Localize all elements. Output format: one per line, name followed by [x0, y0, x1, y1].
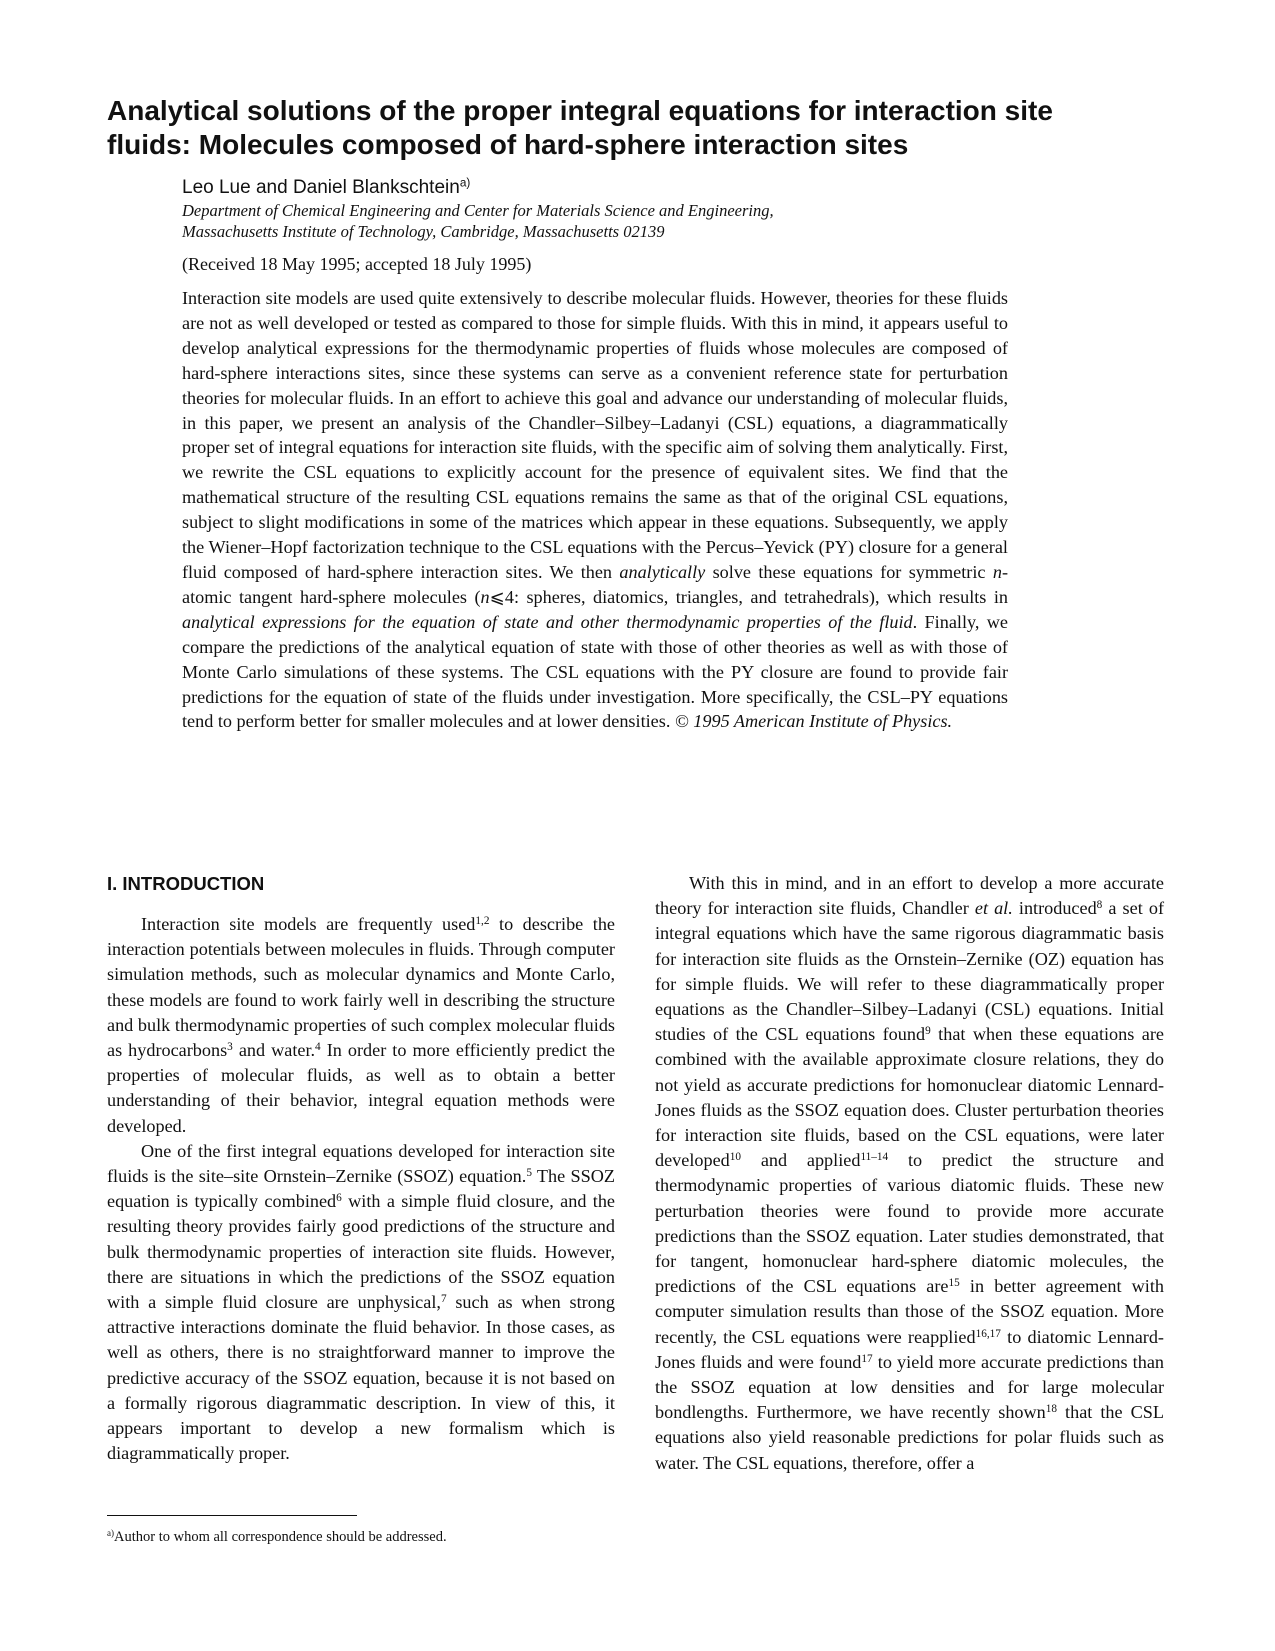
citation-ref: 1,2 [475, 914, 490, 927]
citation-ref: 17 [861, 1352, 873, 1365]
abstract-emphasis: analytically [619, 561, 706, 582]
abstract-text: solve these equations for symmetric [705, 561, 993, 582]
abstract-text: Interaction site models are used quite extensively to describe molecular fluids. However, theories for these fluids are not as well developed or tested as compared to those for simple fluids. With this in mind, it appears useful to develop analytical expressions for the thermodynamic properties of fluids whose molecules are composed of hard-sphere interactions sites, since these systems can serve as a convenient reference state for perturbation theories for molecular fluids. In an effort to achieve this goal and advance our understanding of molecular fluids, in this paper, we present an analysis of the Chandler–Silbey–Ladanyi (CSL) equations, a diagrammatically proper set of integral equations for interaction site fluids, with the specific aim of solving them analytically. First, we rewrite the CSL equations to explicitly account for the presence of equivalent sites. We find that the mathematical structure of the resulting CSL equations remains the same as that of the original CSL equations, subject to slight modifications in some of the matrices which appear in these equations. Subsequently, we apply the Wiener–Hopf factorization technique to the CSL equations with the Percus–Yevick (PY) closure for a general fluid composed of hard-sphere interaction sites. We then [182, 288, 1008, 582]
citation-ref: 16,17 [975, 1327, 1001, 1340]
left-column [107, 912, 615, 1466]
footnote-text: Author to whom all correspondence should be addressed. [113, 1529, 447, 1545]
affiliation [182, 200, 1032, 242]
affiliation-line-2: Massachusetts Institute of Technology, Cambridge, Massachusetts 02139 [182, 222, 665, 241]
paragraph [107, 912, 615, 1139]
right-column [655, 871, 1164, 1476]
body-text: that the CSL equations also yield reasonable predictions for polar fluids such as water. The CSL equations, therefore, offer a [655, 1402, 1164, 1473]
citation-ref: 3 [227, 1040, 233, 1053]
paragraph [107, 1139, 615, 1467]
body-text: With this in mind, and in an effort to develop a more accurate theory for interaction site fluids, Chandler [655, 873, 1164, 919]
footnote [107, 1528, 447, 1546]
citation-ref: 11–14 [860, 1151, 889, 1164]
citation-ref: 8 [1096, 899, 1103, 911]
body-text: and applied [741, 1150, 861, 1171]
copyright-notice: © 1995 American Institute of Physics. [674, 711, 953, 732]
section-heading: I. INTRODUCTION [107, 873, 265, 894]
author-list [182, 176, 470, 200]
body-text: that when these equations are combined with the available approximate closure relations, they do not yield as accurate predictions for homonuclear diatomic Lennard-Jones fluids as the SSOZ equation does. Cluster perturbation theories for interaction site fluids, based on the CSL equations, were later developed [655, 1024, 1164, 1171]
citation-ref: 5 [526, 1166, 532, 1179]
author-names: Leo Lue and Daniel Blankschtein [182, 177, 460, 198]
body-text: In order to more efficiently predict the properties of molecular fluids, as well as to obtain a better understanding of their behavior, integral equation methods were developed. [107, 1040, 615, 1136]
abstract-text: -atomic tangent hard-sphere molecules ( [182, 561, 1008, 607]
body-text: Interaction site models are frequently used [141, 914, 476, 934]
abstract-variable: n [480, 586, 490, 607]
body-text: The SSOZ equation is typically combined [107, 1166, 615, 1212]
body-text: in better agreement with computer simulation results than those of the SSOZ equation. More recently, the CSL equations were reapplied [655, 1276, 1164, 1347]
body-text: and water. [232, 1040, 316, 1061]
abstract-text: ⩽4: spheres, diatomics, triangles, and tetrahedrals), which results in [489, 586, 1008, 607]
author-footnote-marker: a) [459, 176, 471, 190]
body-text: such as when strong attractive interactions dominate the fluid behavior. In those cases, as well as others, there is no straightforward manner to improve the predictive accuracy of the SSOZ equation, because it is not based on a formally rigorous diagrammatic description. In view of this, it appears important to develop a new formalism which is diagrammatically proper. [107, 1292, 615, 1464]
abstract-variable: n [992, 561, 1002, 582]
body-text: One of the first integral equations developed for interaction site fluids is the site–site Ornstein–Zernike (SSOZ) equation. [107, 1140, 615, 1187]
footnote-divider [107, 1515, 357, 1516]
body-text: to describe the interaction potentials between molecules in fluids. Through computer simulation methods, such as molecular dynamics and Monte Carlo, these models are found to work fairly well in describing the structure and bulk thermodynamic properties of such complex molecular fluids as hydrocarbons [107, 914, 615, 1061]
title-line-2: fluids: Molecules composed of hard-sphere interaction sites [107, 129, 909, 160]
body-emphasis: et al. [974, 898, 1013, 919]
body-text: to diatomic Lennard-Jones fluids and were found [655, 1326, 1164, 1372]
paragraph [655, 871, 1164, 1476]
citation-ref: 18 [1045, 1403, 1057, 1416]
footnote-marker: a) [107, 1528, 114, 1539]
body-text: a set of integral equations which have the same rigorous diagrammatic basis for interaction site fluids as the Ornstein–Zernike (OZ) equation has for simple fluids. We will refer to these diagrammatically proper equations as the Chandler–Silbey–Ladanyi (CSL) equations. Initial studies of the CSL equations found [655, 898, 1165, 1045]
citation-ref: 6 [336, 1192, 342, 1205]
body-text: to predict the structure and thermodynamic properties of various diatomic fluids. These new perturbation theories were found to provide more accurate predictions than the SSOZ equation. Later studies demonstrated, that for tangent, homonuclear hard-sphere diatomic molecules, the predictions of the CSL equations are [655, 1150, 1164, 1297]
abstract-emphasis: analytical expressions for the equation of state and other thermodynamic properties of the fluid [182, 611, 913, 632]
body-text: to yield more accurate predictions than the SSOZ equation at low densities and for large molecular bondlengths. Furthermore, we have recently shown [655, 1351, 1165, 1423]
citation-ref: 9 [925, 1025, 931, 1038]
citation-ref: 4 [315, 1040, 321, 1053]
abstract [182, 286, 1008, 734]
body-text: with a simple fluid closure, and the resulting theory provides fairly good predictions of the structure and bulk thermodynamic properties of interaction site fluids. However, there are situations in which the predictions of the SSOZ equation with a simple fluid closure are unphysical, [107, 1191, 615, 1313]
citation-ref: 10 [729, 1151, 742, 1164]
citation-ref: 7 [440, 1292, 447, 1305]
citation-ref: 15 [948, 1277, 960, 1290]
affiliation-line-1: Department of Chemical Engineering and Center for Materials Science and Engineering, [182, 201, 774, 220]
abstract-text: . Finally, we compare the predictions of the analytical equation of state with those of other theories as well as with those of Monte Carlo simulations of these systems. The CSL equations with the PY closure are found to provide fair predictions for the equation of state of the fluids under investigation. More specifically, the CSL–PY equations tend to perform better for smaller molecules and at lower densities. [182, 611, 1009, 732]
body-text: introduced [1012, 898, 1097, 919]
received-dates: (Received 18 May 1995; accepted 18 July 1995) [182, 254, 532, 274]
title-line-1: Analytical solutions of the proper integral equations for interaction site [107, 95, 1053, 126]
paper-title [107, 94, 1187, 162]
